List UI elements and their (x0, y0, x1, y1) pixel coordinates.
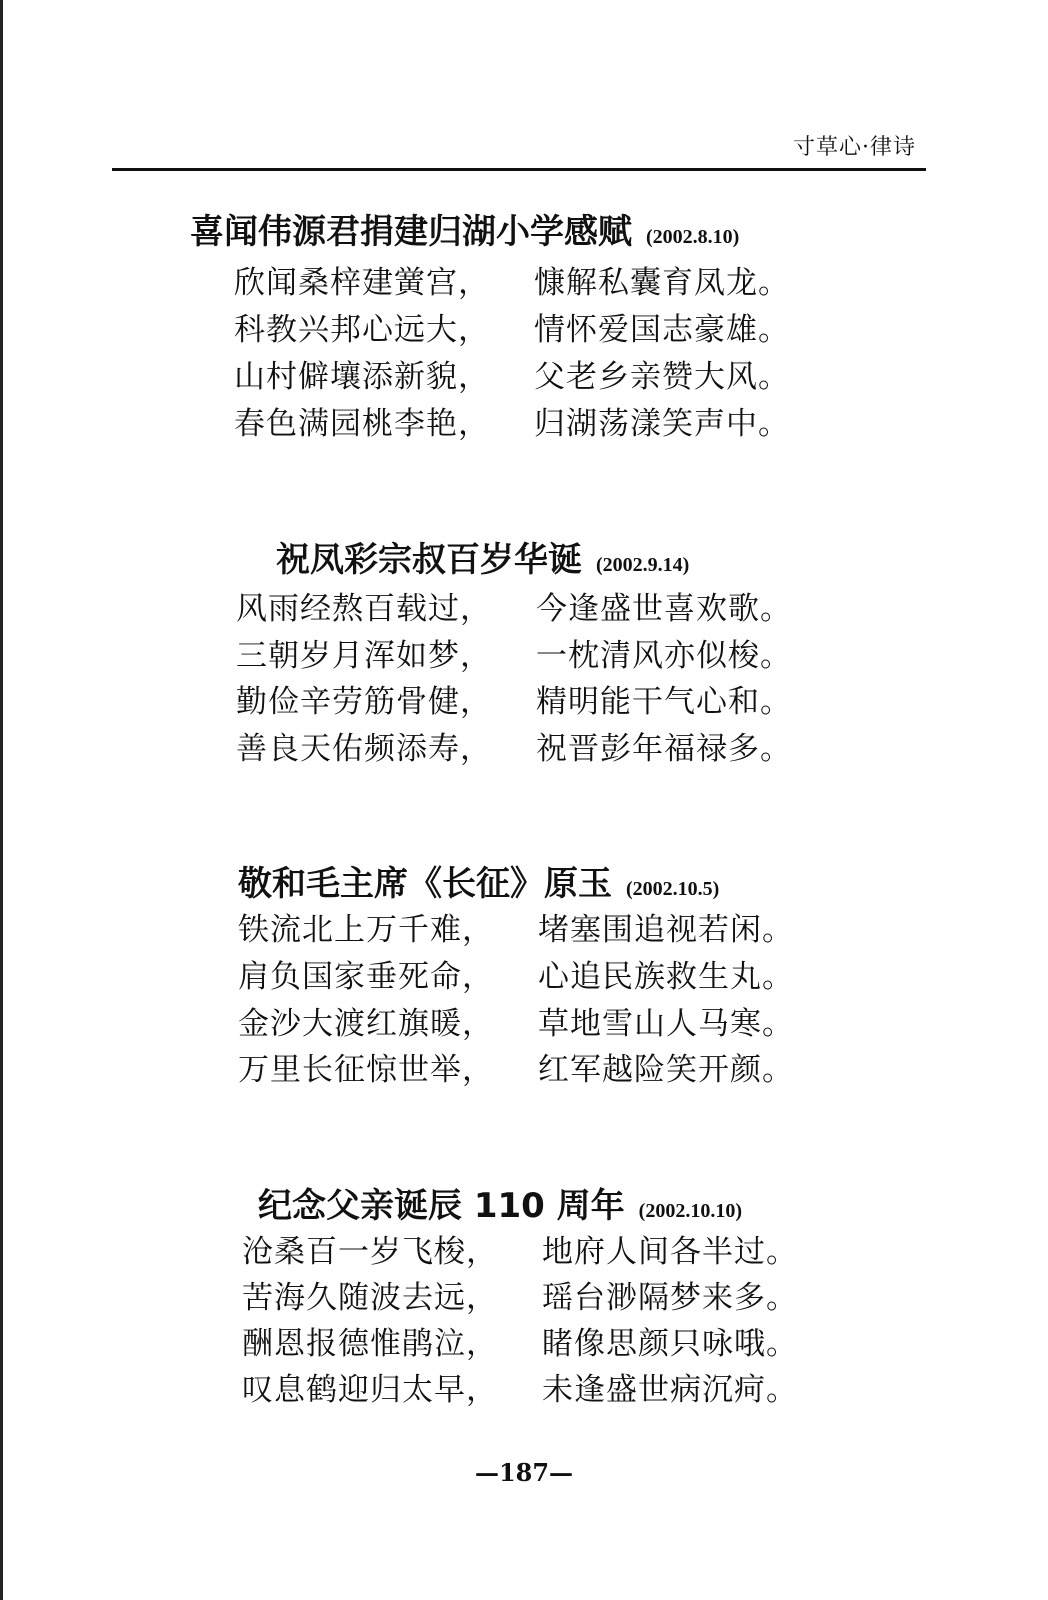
line-second-half: 未逢盛世病沉疴。 (542, 1372, 798, 1408)
poem-date: (2002.10.10) (638, 1200, 742, 1222)
poem-date: (2002.10.5) (626, 878, 720, 900)
poem-title (190, 204, 739, 253)
running-head: 寸草心·律诗 (793, 135, 916, 160)
line-second-half: 归湖荡漾笑声中。 (534, 406, 790, 442)
line-first-half: 三朝岁月浑如梦， (236, 638, 492, 674)
line-first-half: 沧桑百一岁飞梭， (242, 1234, 498, 1270)
line-first-half: 苦海久随波去远， (242, 1280, 498, 1316)
line-first-half: 风雨经熬百载过， (236, 591, 492, 627)
line-first-half: 万里长征惊世举， (238, 1052, 494, 1088)
line-first-half: 铁流北上万千难， (238, 912, 494, 948)
poem-title-text: 纪念父亲诞辰 110 周年 (258, 1186, 625, 1226)
line-second-half: 情怀爱国志豪雄。 (534, 312, 790, 348)
poem-title-text: 敬和毛主席《长征》原玉 (238, 864, 612, 904)
line-second-half: 睹像思颜只咏哦。 (542, 1326, 798, 1362)
line-first-half: 肩负国家垂死命， (238, 959, 494, 995)
poem-title (276, 532, 689, 581)
poem-title-text: 祝凤彩宗叔百岁华诞 (276, 540, 582, 580)
line-first-half: 勤俭辛劳筋骨健， (236, 684, 492, 720)
line-second-half: 祝晋彭年福禄多。 (536, 731, 792, 767)
poem-date: (2002.8.10) (646, 226, 740, 248)
poem-title (258, 1178, 742, 1227)
page-edge-mark (0, 0, 3, 1600)
line-second-half: 草地雪山人马寒。 (538, 1006, 794, 1042)
page-number: —187— (474, 1458, 574, 1487)
line-second-half: 今逢盛世喜欢歌。 (536, 591, 792, 627)
line-first-half: 科教兴邦心远大， (234, 312, 490, 348)
poem-date: (2002.9.14) (596, 554, 690, 576)
line-second-half: 红军越险笑开颜。 (538, 1052, 794, 1088)
line-second-half: 地府人间各半过。 (542, 1234, 798, 1270)
line-second-half: 瑶台渺隔梦来多。 (542, 1280, 798, 1316)
line-first-half: 善良天佑频添寿， (236, 731, 492, 767)
line-first-half: 春色满园桃李艳， (234, 406, 490, 442)
line-second-half: 心追民族救生丸。 (538, 959, 794, 995)
line-first-half: 欣闻桑梓建黉宫， (234, 265, 490, 301)
line-first-half: 山村僻壤添新貌， (234, 359, 490, 395)
header-rule (112, 168, 926, 171)
line-second-half: 堵塞围追视若闲。 (538, 912, 794, 948)
line-second-half: 精明能干气心和。 (536, 684, 792, 720)
poem-title (238, 856, 719, 905)
line-second-half: 一枕清风亦似梭。 (536, 638, 792, 674)
poem-title-text: 喜闻伟源君捐建归湖小学感赋 (190, 212, 632, 252)
line-second-half: 父老乡亲赞大风。 (534, 359, 790, 395)
line-second-half: 慷解私囊育凤龙。 (534, 265, 790, 301)
line-first-half: 叹息鹤迎归太早， (242, 1372, 498, 1408)
line-first-half: 酬恩报德惟鹃泣， (242, 1326, 498, 1362)
line-first-half: 金沙大渡红旗暖， (238, 1006, 494, 1042)
